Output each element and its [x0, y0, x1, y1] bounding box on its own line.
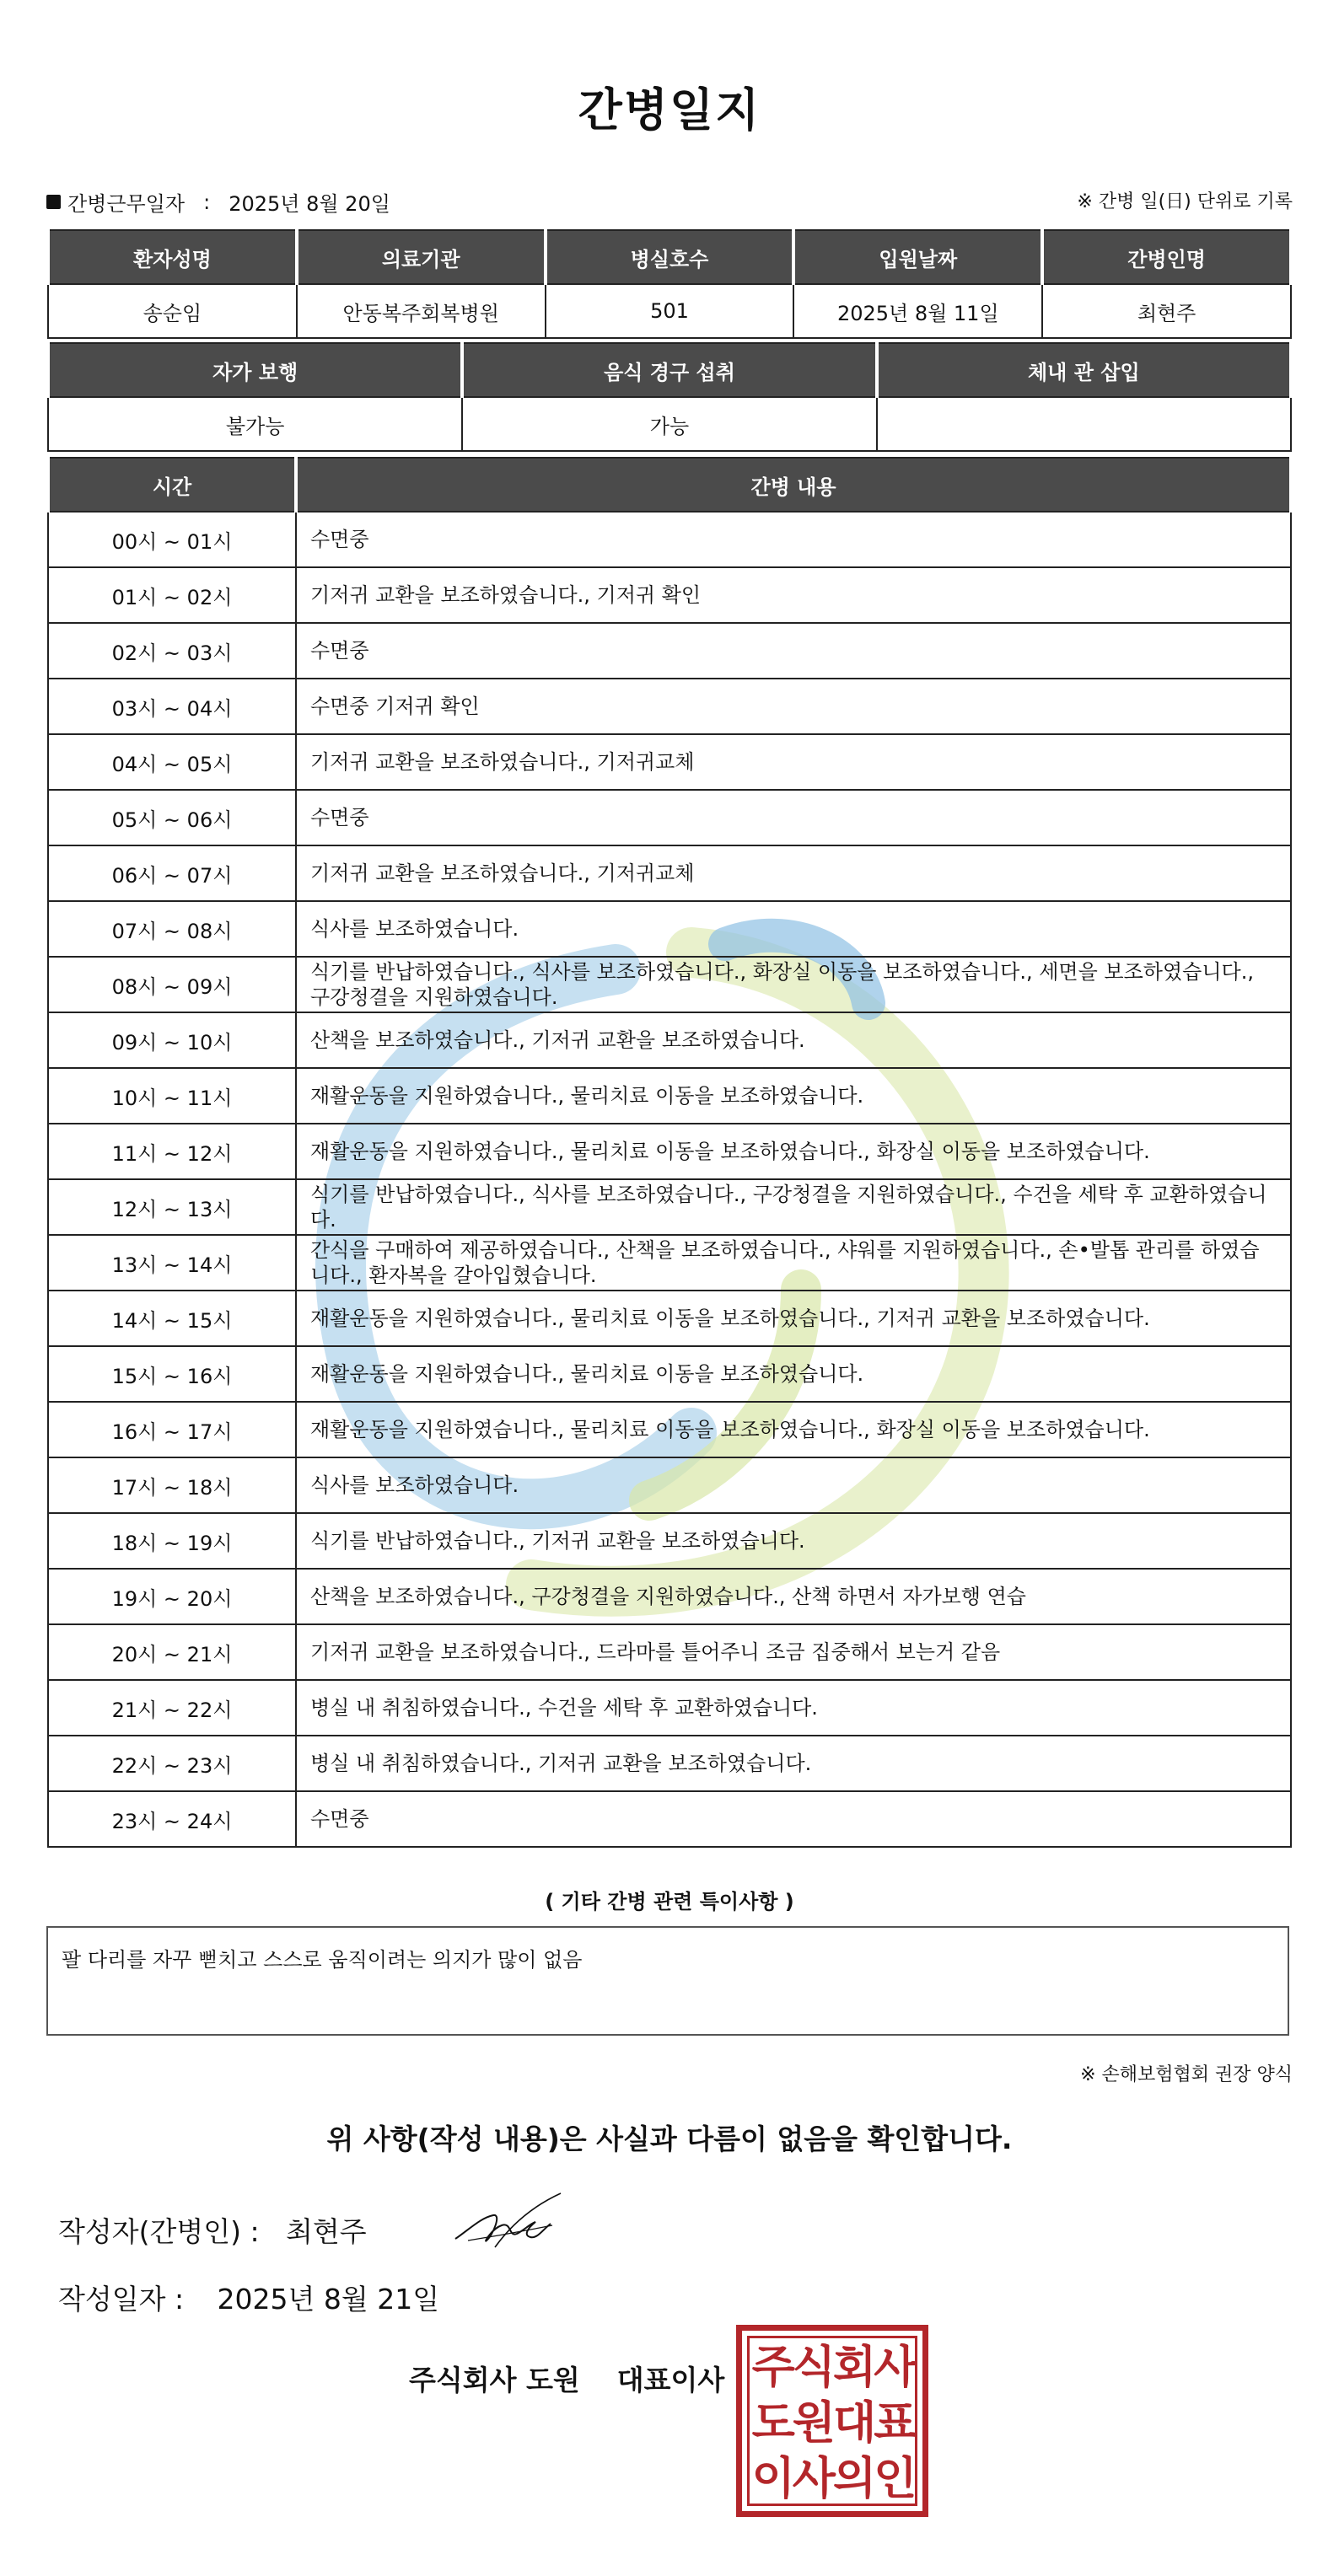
- special-notes-text: 팔 다리를 자꾸 뻗치고 스스로 움직이려는 의지가 많이 없음: [62, 1948, 583, 1972]
- work-date-label: 간병근무일자: [67, 192, 186, 216]
- schedule-time: 16시 ~ 17시: [48, 1402, 296, 1457]
- schedule-time: 03시 ~ 04시: [48, 679, 296, 734]
- self-walking-value: 불가능: [48, 397, 462, 451]
- schedule-content: 수면중: [296, 623, 1291, 679]
- schedule-row: [48, 1457, 1291, 1513]
- schedule-time: 13시 ~ 14시: [48, 1235, 296, 1291]
- patient-status-header-row: [48, 343, 1291, 397]
- patient-info-header-row: [48, 230, 1291, 284]
- header-patient-name: 환자성명: [48, 230, 297, 284]
- schedule-time: 22시 ~ 23시: [48, 1736, 296, 1791]
- seal-row-2: 도원대표: [751, 2396, 915, 2449]
- header-self-walking: 자가 보행: [48, 343, 462, 397]
- schedule-time: 15시 ~ 16시: [48, 1346, 296, 1402]
- schedule-time: 07시 ~ 08시: [48, 901, 296, 957]
- schedule-time: 14시 ~ 15시: [48, 1291, 296, 1346]
- writer-line: [58, 2210, 367, 2250]
- schedule-row: [48, 1346, 1291, 1402]
- header-hospital: 의료기관: [297, 230, 546, 284]
- schedule-content: 수면중: [296, 790, 1291, 845]
- seal-row-1: 주식회사: [751, 2341, 915, 2393]
- schedule-content: 기저귀 교환을 보조하였습니다., 기저귀 확인: [296, 567, 1291, 623]
- company-seal-stamp: [736, 2325, 928, 2517]
- schedule-time: 09시 ~ 10시: [48, 1012, 296, 1068]
- header-care-content: 간병 내용: [296, 458, 1291, 512]
- schedule-content: 수면중: [296, 512, 1291, 567]
- schedule-row: [48, 1012, 1291, 1068]
- company-name: 주식회사 도원: [409, 2364, 580, 2396]
- form-note: ※ 손해보험협회 권장 양식: [1080, 2064, 1293, 2085]
- schedule-time: 00시 ~ 01시: [48, 512, 296, 567]
- company-line: [409, 2359, 724, 2398]
- schedule-row: [48, 679, 1291, 734]
- schedule-row: [48, 1513, 1291, 1569]
- schedule-header-row: [48, 458, 1291, 512]
- patient-status-table: [46, 342, 1293, 452]
- schedule-row: [48, 567, 1291, 623]
- writer-name: 최현주: [286, 2215, 367, 2248]
- schedule-time: 10시 ~ 11시: [48, 1068, 296, 1124]
- written-date-label: 작성일자 :: [58, 2283, 185, 2316]
- special-notes-box: [46, 1926, 1289, 2036]
- meta-row: [46, 187, 1293, 217]
- header-caregiver: 간병인명: [1042, 230, 1291, 284]
- header-time: 시간: [48, 458, 296, 512]
- caregiver-name: 최현주: [1042, 284, 1291, 338]
- schedule-row: [48, 512, 1291, 567]
- document-title: 간병일지: [578, 83, 761, 137]
- schedule-time: 06시 ~ 07시: [48, 845, 296, 901]
- schedule-row: [48, 1124, 1291, 1179]
- schedule-time: 20시 ~ 21시: [48, 1624, 296, 1680]
- schedule-row: [48, 790, 1291, 845]
- patient-info-value-row: [48, 284, 1291, 338]
- schedule-content: 재활운동을 지원하였습니다., 물리치료 이동을 보조하였습니다.: [296, 1346, 1291, 1402]
- tube-insertion-value: [877, 397, 1291, 451]
- schedule-content: 식기를 반납하였습니다., 기저귀 교환을 보조하였습니다.: [296, 1513, 1291, 1569]
- schedule-content: 식기를 반납하였습니다., 식사를 보조하였습니다., 화장실 이동을 보조하였습니다., 세면을 보조하였습니다., 구강청결을 지원하였습니다.: [296, 957, 1291, 1012]
- schedule-content: 기저귀 교환을 보조하였습니다., 드라마를 틀어주니 조금 집중해서 보는거 같음: [296, 1624, 1291, 1680]
- patient-name: 송순임: [48, 284, 297, 338]
- schedule-content: 병실 내 취침하였습니다., 수건을 세탁 후 교환하였습니다.: [296, 1680, 1291, 1736]
- seal-row-3: 이사의인: [751, 2452, 915, 2504]
- schedule-row: [48, 845, 1291, 901]
- written-date-value: 2025년 8월 21일: [217, 2283, 440, 2316]
- hospital-name: 안동복주회복병원: [297, 284, 546, 338]
- schedule-row: [48, 1736, 1291, 1791]
- schedule-row: [48, 1680, 1291, 1736]
- schedule-row: [48, 957, 1291, 1012]
- schedule-content: 수면중 기저귀 확인: [296, 679, 1291, 734]
- work-date: [46, 187, 390, 217]
- schedule-time: 12시 ~ 13시: [48, 1179, 296, 1235]
- schedule-row: [48, 1235, 1291, 1291]
- schedule-row: [48, 1068, 1291, 1124]
- schedule-time: 08시 ~ 09시: [48, 957, 296, 1012]
- care-schedule-table: [46, 457, 1293, 1848]
- schedule-row: [48, 901, 1291, 957]
- schedule-row: [48, 1291, 1291, 1346]
- schedule-row: [48, 734, 1291, 790]
- schedule-row: [48, 1569, 1291, 1624]
- record-note: ※ 간병 일(日) 단위로 기록: [1077, 191, 1293, 212]
- schedule-content: 기저귀 교환을 보조하였습니다., 기저귀교체: [296, 734, 1291, 790]
- schedule-row: [48, 1624, 1291, 1680]
- schedule-time: 01시 ~ 02시: [48, 567, 296, 623]
- header-room: 병실호수: [546, 230, 794, 284]
- schedule-content: 간식을 구매하여 제공하였습니다., 산책을 보조하였습니다., 샤워를 지원하였습니다., 손•발톱 관리를 하였습니다., 환자복을 갈아입혔습니다.: [296, 1235, 1291, 1291]
- schedule-time: 04시 ~ 05시: [48, 734, 296, 790]
- signature-image: [443, 2188, 569, 2256]
- work-date-value: 2025년 8월 20일: [229, 192, 390, 216]
- oral-intake-value: 가능: [462, 397, 876, 451]
- header-admission-date: 입원날짜: [793, 230, 1042, 284]
- special-notes-title: ( 기타 간병 관련 특이사항 ): [545, 1890, 794, 1913]
- confirmation-statement: 위 사항(작성 내용)은 사실과 다름이 없음을 확인합니다.: [326, 2123, 1013, 2155]
- schedule-content: 재활운동을 지원하였습니다., 물리치료 이동을 보조하였습니다., 화장실 이동을 보조하였습니다.: [296, 1124, 1291, 1179]
- schedule-row: [48, 1179, 1291, 1235]
- header-tube-insertion: 체내 관 삽입: [877, 343, 1291, 397]
- writer-label: 작성자(간병인) :: [58, 2215, 260, 2248]
- schedule-content: 재활운동을 지원하였습니다., 물리치료 이동을 보조하였습니다., 화장실 이동을 보조하였습니다.: [296, 1402, 1291, 1457]
- schedule-time: 19시 ~ 20시: [48, 1569, 296, 1624]
- admission-date: 2025년 8월 11일: [793, 284, 1042, 338]
- schedule-content: 병실 내 취침하였습니다., 기저귀 교환을 보조하였습니다.: [296, 1736, 1291, 1791]
- schedule-content: 수면중: [296, 1791, 1291, 1847]
- work-date-separator: :: [203, 190, 211, 214]
- schedule-time: 02시 ~ 03시: [48, 623, 296, 679]
- schedule-time: 23시 ~ 24시: [48, 1791, 296, 1847]
- schedule-content: 재활운동을 지원하였습니다., 물리치료 이동을 보조하였습니다.: [296, 1068, 1291, 1124]
- schedule-content: 식사를 보조하였습니다.: [296, 1457, 1291, 1513]
- patient-info-table: [46, 229, 1293, 339]
- bullet-square-icon: [46, 195, 61, 209]
- schedule-time: 18시 ~ 19시: [48, 1513, 296, 1569]
- schedule-row: [48, 1402, 1291, 1457]
- schedule-time: 11시 ~ 12시: [48, 1124, 296, 1179]
- schedule-time: 21시 ~ 22시: [48, 1680, 296, 1736]
- written-date-line: [58, 2278, 439, 2317]
- schedule-time: 05시 ~ 06시: [48, 790, 296, 845]
- schedule-body: [48, 512, 1291, 1847]
- schedule-content: 식기를 반납하였습니다., 식사를 보조하였습니다., 구강청결을 지원하였습니다., 수건을 세탁 후 교환하였습니다.: [296, 1179, 1291, 1235]
- schedule-row: [48, 1791, 1291, 1847]
- room-number: 501: [546, 284, 794, 338]
- schedule-content: 기저귀 교환을 보조하였습니다., 기저귀교체: [296, 845, 1291, 901]
- schedule-content: 식사를 보조하였습니다.: [296, 901, 1291, 957]
- schedule-content: 재활운동을 지원하였습니다., 물리치료 이동을 보조하였습니다., 기저귀 교환을 보조하였습니다.: [296, 1291, 1291, 1346]
- patient-status-value-row: [48, 397, 1291, 451]
- schedule-content: 산책을 보조하였습니다., 기저귀 교환을 보조하였습니다.: [296, 1012, 1291, 1068]
- schedule-row: [48, 623, 1291, 679]
- company-title: 대표이사: [616, 2364, 725, 2396]
- header-oral-intake: 음식 경구 섭취: [462, 343, 876, 397]
- schedule-time: 17시 ~ 18시: [48, 1457, 296, 1513]
- schedule-content: 산책을 보조하였습니다., 구강청결을 지원하였습니다., 산책 하면서 자가보행 연습: [296, 1569, 1291, 1624]
